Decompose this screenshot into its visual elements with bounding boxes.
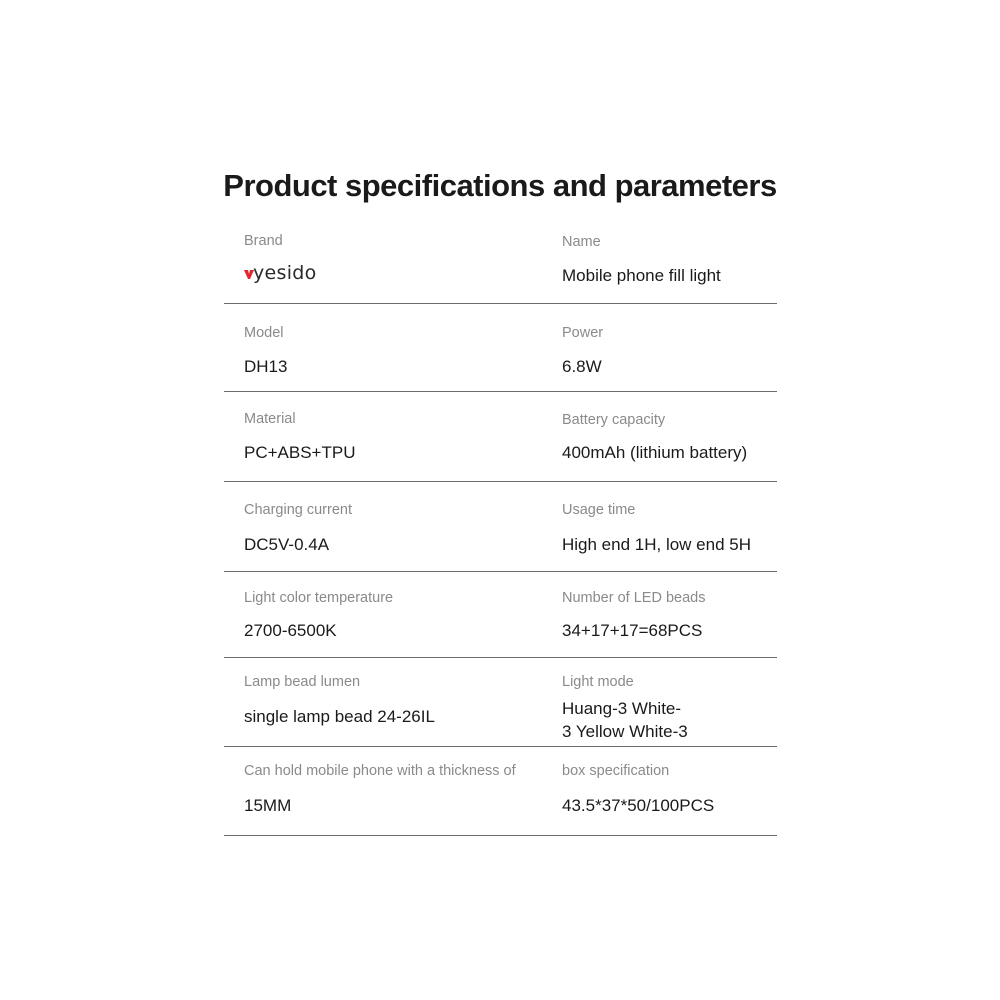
spec-row xyxy=(224,392,777,482)
spec-label: Light mode xyxy=(562,674,634,690)
spec-value: High end 1H, low end 5H xyxy=(562,535,752,554)
page-title: Product specifications and parameters xyxy=(223,168,777,203)
spec-value: DC5V-0.4A xyxy=(244,535,330,554)
spec-value: DH13 xyxy=(244,357,288,376)
spec-value: Huang-3 White- xyxy=(562,699,682,718)
spec-value: 43.5*37*50/100PCS xyxy=(562,796,715,815)
spec-label: Material xyxy=(244,411,296,427)
spec-value: 2700-6500K xyxy=(244,621,337,640)
spec-label: Charging current xyxy=(244,502,352,518)
spec-value: PC+ABS+TPU xyxy=(244,443,356,462)
spec-value: 3 Yellow White-3 xyxy=(562,722,688,741)
spec-row xyxy=(224,572,777,658)
spec-value: 6.8W xyxy=(562,357,602,376)
spec-value: single lamp bead 24-26IL xyxy=(244,707,435,726)
spec-label: Number of LED beads xyxy=(562,590,706,606)
spec-label: Battery capacity xyxy=(562,412,666,428)
spec-label: Brand xyxy=(244,233,283,249)
spec-label: box specification xyxy=(562,763,670,779)
spec-row xyxy=(224,747,777,836)
spec-label: Light color temperature xyxy=(244,590,394,606)
spec-value: 34+17+17=68PCS xyxy=(562,621,703,640)
spec-row xyxy=(224,226,777,304)
spec-row xyxy=(224,304,777,392)
spec-label: Name xyxy=(562,234,601,250)
spec-label: Power xyxy=(562,325,604,341)
spec-value: 15MM xyxy=(244,796,292,815)
brand-logo-text: yesido xyxy=(253,262,317,284)
spec-value: 400mAh (lithium battery) xyxy=(562,443,748,462)
brand-logo xyxy=(244,262,324,286)
spec-label: Lamp bead lumen xyxy=(244,674,361,690)
spec-label: Model xyxy=(244,325,284,341)
spec-row xyxy=(224,658,777,747)
spec-label: Can hold mobile phone with a thickness of xyxy=(244,763,516,779)
spec-table xyxy=(224,226,777,836)
spec-row xyxy=(224,482,777,572)
spec-value: Mobile phone fill light xyxy=(562,266,721,285)
spec-label: Usage time xyxy=(562,502,636,518)
